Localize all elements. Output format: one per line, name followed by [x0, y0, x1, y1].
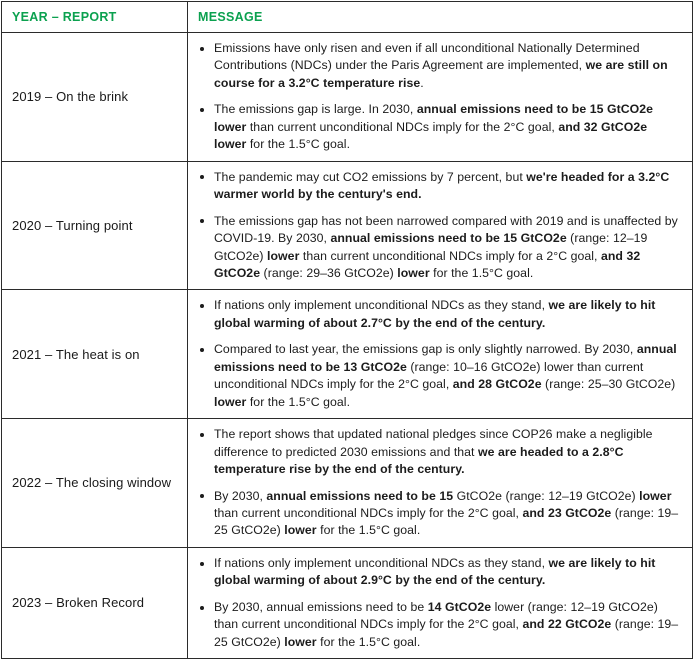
- bullet-dot-icon: [200, 304, 204, 308]
- table-row: [2, 419, 693, 548]
- message-segment-bold: we are likely to hit global warming of about 2.7°C by the end of the century.: [214, 298, 656, 330]
- message-bullet-text: [214, 214, 678, 280]
- year-report-cell: [2, 547, 188, 658]
- message-segment-bold: lower: [639, 488, 672, 503]
- year-report-cell: [2, 33, 188, 162]
- message-segment: Emissions have only risen and even if all unconditional Nationally Determined Contributions (NDCs) under the Paris Agreement are implemented,: [214, 41, 640, 73]
- message-segment-bold: 14 GtCO2e: [427, 599, 492, 614]
- message-bullet-text: [214, 427, 653, 476]
- message-bullet-item: [188, 101, 684, 153]
- message-bullet-item: [188, 426, 684, 478]
- message-segment: than current unconditional NDCs imply for a 2°C goal,: [299, 248, 601, 263]
- message-segment: By 2030, annual emissions need to be: [214, 599, 428, 614]
- message-segment: for the 1.5°C goal.: [246, 137, 351, 152]
- bullet-dot-icon: [200, 494, 204, 498]
- year-report-cell: [2, 419, 188, 548]
- year-report-label: 2019 – On the brink: [12, 89, 129, 105]
- emissions-gap-report-table: [1, 1, 693, 659]
- message-bullet-item: [188, 40, 684, 92]
- message-bullet-item: [188, 599, 684, 651]
- message-cell: [188, 290, 693, 419]
- message-segment: for the 1.5°C goal.: [429, 265, 534, 280]
- message-cell: [188, 161, 693, 290]
- message-bullet-text: [214, 41, 668, 90]
- message-segment: (range: 19–25 GtCO2e): [214, 505, 679, 538]
- message-bullet-item: [188, 213, 684, 283]
- message-segment-bold: lower: [284, 634, 317, 649]
- year-report-label: 2021 – The heat is on: [12, 346, 140, 362]
- bullet-dot-icon: [200, 47, 204, 51]
- message-segment: .: [420, 75, 424, 90]
- message-segment: (range: 19–25 GtCO2e): [214, 617, 679, 649]
- message-bullet-item: [188, 555, 684, 590]
- message-segment-bold: annual emissions need to be 15 GtCO2e: [330, 231, 567, 246]
- message-bullet-text: [214, 342, 677, 408]
- message-segment: (range: 12–19 GtCO2e): [214, 231, 648, 263]
- message-segment: By 2030,: [214, 488, 267, 503]
- message-segment: GtCO2e (range: 12–19 GtCO2e): [453, 488, 640, 503]
- message-segment-bold: we are likely to hit global warming of about 2.9°C by the end of the century.: [214, 555, 656, 588]
- message-segment-bold: and 32 GtCO2e lower: [214, 119, 648, 152]
- table-body: [2, 33, 693, 659]
- message-segment: The pandemic may cut CO2 emissions by 7 percent, but: [214, 169, 527, 184]
- message-segment: for the 1.5°C goal.: [316, 523, 421, 538]
- message-segment: (range: 25–30 GtCO2e): [541, 377, 676, 392]
- message-bullet-item: [188, 297, 684, 332]
- message-segment-bold: annual emissions need to be 15: [266, 488, 454, 503]
- message-bullet-list: [188, 40, 684, 154]
- message-segment: than current unconditional NDCs imply for the 2°C goal,: [246, 119, 559, 134]
- message-segment: lower (range: 12–19 GtCO2e) than current unconditional NDCs imply for the 2°C goal,: [214, 599, 658, 632]
- column-header-year-report: [2, 2, 188, 33]
- message-cell: [188, 33, 693, 162]
- message-segment: for the 1.5°C goal.: [316, 634, 421, 649]
- message-segment: If nations only implement unconditional NDCs as they stand,: [214, 555, 549, 570]
- table-row: [2, 290, 693, 419]
- message-segment-bold: annual emissions need to be 15 GtCO2e lower: [214, 102, 654, 134]
- message-segment-bold: we are still on course for a 3.2°C temperature rise: [214, 58, 668, 90]
- bullet-dot-icon: [200, 433, 204, 437]
- message-segment-bold: lower: [214, 394, 247, 409]
- message-bullet-text: [214, 489, 678, 538]
- message-bullet-text: [214, 170, 669, 201]
- bullet-dot-icon: [200, 108, 204, 112]
- message-segment-bold: and 32 GtCO2e: [214, 248, 641, 280]
- message-segment: for the 1.5°C goal.: [246, 394, 351, 409]
- year-report-cell: [2, 290, 188, 419]
- message-bullet-text: [214, 556, 655, 587]
- year-report-cell: [2, 161, 188, 290]
- message-bullet-list: [188, 555, 684, 651]
- bullet-dot-icon: [200, 606, 204, 610]
- message-segment-bold: we're headed for a 3.2°C warmer world by the century's end.: [214, 169, 670, 202]
- message-segment-bold: and 28 GtCO2e: [452, 377, 542, 392]
- table-row: [2, 547, 693, 658]
- message-bullet-item: [188, 169, 684, 204]
- message-cell: [188, 419, 693, 548]
- bullet-dot-icon: [200, 175, 204, 179]
- column-header-message-label: MESSAGE: [198, 10, 263, 24]
- message-segment: Compared to last year, the emissions gap is only slightly narrowed. By 2030,: [214, 342, 637, 357]
- message-bullet-text: [214, 600, 678, 649]
- bullet-dot-icon: [200, 348, 204, 352]
- message-bullet-list: [188, 426, 684, 540]
- message-segment-bold: and 22 GtCO2e: [522, 617, 612, 632]
- message-bullet-item: [188, 488, 684, 540]
- message-bullet-list: [188, 297, 684, 411]
- message-segment: The report shows that updated national pledges since COP26 make a negligible difference to predicted 2030 emissions and that: [214, 427, 653, 459]
- message-segment: (range: 10–16 GtCO2e) lower than current unconditional NDCs imply for the 2°C goal,: [214, 359, 644, 392]
- message-bullet-text: [214, 298, 655, 329]
- message-bullet-item: [188, 341, 684, 411]
- table-header: [2, 2, 693, 33]
- year-report-label: 2023 – Broken Record: [12, 595, 145, 611]
- message-segment-bold: lower: [267, 248, 300, 263]
- table-row: [2, 161, 693, 290]
- header-row: [2, 2, 693, 33]
- message-bullet-list: [188, 169, 684, 283]
- message-segment-bold: lower: [397, 265, 430, 280]
- message-bullet-text: [214, 102, 653, 151]
- message-segment: If nations only implement unconditional NDCs as they stand,: [214, 298, 549, 313]
- table-row: [2, 33, 693, 162]
- message-segment: than current unconditional NDCs imply for the 2°C goal,: [214, 505, 523, 520]
- message-segment-bold: and 23 GtCO2e: [522, 505, 612, 520]
- year-report-label: 2022 – The closing window: [12, 475, 172, 491]
- bullet-dot-icon: [200, 562, 204, 566]
- message-segment-bold: annual emissions need to be 13 GtCO2e: [214, 342, 677, 374]
- message-cell: [188, 547, 693, 658]
- year-report-label: 2020 – Turning point: [12, 217, 133, 233]
- message-segment: The emissions gap has not been narrowed compared with 2019 and is unaffected by COVID-19. By 2030,: [214, 213, 678, 246]
- bullet-dot-icon: [200, 219, 204, 223]
- message-segment: (range: 29–36 GtCO2e): [260, 265, 398, 280]
- message-segment: The emissions gap is large. In 2030,: [214, 102, 417, 117]
- message-segment-bold: lower: [284, 523, 317, 538]
- column-header-year-report-label: YEAR – REPORT: [12, 10, 117, 24]
- column-header-message: [188, 2, 693, 33]
- message-segment-bold: we are headed to a 2.8°C temperature rise by the end of the century.: [214, 444, 624, 477]
